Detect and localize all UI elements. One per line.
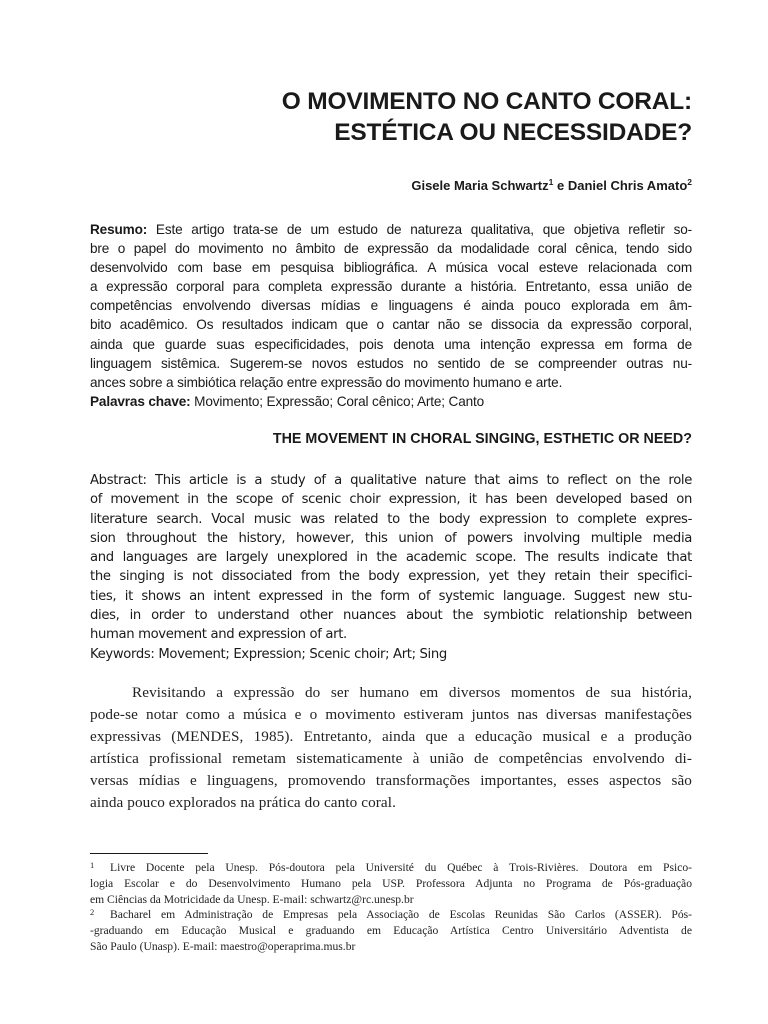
body-paragraph <box>90 682 692 814</box>
footnote-2-line: São Paulo (Unasp). E-mail: maestro@operaprima.mus.br <box>90 939 356 953</box>
body-line: artística profissional remetam sistematicamente à união de competências envolvendo di- <box>90 750 692 767</box>
abstract-line: literature search. Vocal music was related to the body expression to complete expres- <box>90 511 692 527</box>
footnote-2-line: -graduando em Educação Musical e graduando em Educação Artística Centro Universitário Adventista de <box>90 924 692 938</box>
palavras-chave <box>90 392 692 411</box>
english-title: THE MOVEMENT IN CHORAL SINGING, ESTHETIC OR NEED? <box>272 431 692 447</box>
footnotes <box>90 860 692 955</box>
abstract-line: ties, it shows an intent expressed in the form of systemic language. Suggest new stu- <box>90 588 692 604</box>
palavras-chave-values: Movimento; Expressão; Coral cênico; Arte; Canto <box>190 393 485 409</box>
resumo-line: Resumo: Este artigo trata-se de um estudo de natureza qualitativa, que objetiva refletir so- <box>90 222 692 237</box>
resumo-line: a expressão corporal para completa expressão durante a história. Entretanto, essa união de <box>90 279 692 295</box>
footnote-1-line: 1 Livre Docente pela Unesp. Pós-doutora pela Université du Québec à Trois-Rivières. Doutora em Psico- <box>90 860 692 874</box>
article-page <box>90 0 692 1024</box>
resumo-line: bito acadêmico. Os resultados indicam que o cantar não se dissocia da expressão corporal, <box>90 317 692 333</box>
author-2: Daniel Chris Amato <box>567 178 688 193</box>
body-line: expressivas (MENDES, 1985). Entretanto, ainda que a educação musical e a produção <box>90 728 692 745</box>
author-1: Gisele Maria Schwartz <box>411 178 549 193</box>
author-1-footnote-ref: 1 <box>548 177 554 187</box>
resumo-line: ainda que guarde suas especificidades, pois denota uma intenção expressa em forma de <box>90 336 692 352</box>
resumo-line: desenvolvido com base em pesquisa bibliográfica. A música vocal esteve relacionada com <box>90 260 692 276</box>
abstract-line: and languages are largely unexplored in the academic scope. The results indicate that <box>90 550 692 566</box>
author-connector: e <box>553 178 568 193</box>
footnote-divider <box>90 853 208 854</box>
abstract-line: human movement and expression of art. <box>90 627 347 643</box>
abstract-line: sion throughout the history, however, this union of powers involving multiple media <box>90 530 692 546</box>
palavras-chave-label: Palavras chave: <box>90 393 191 409</box>
abstract-line: Abstract: This article is a study of a qualitative nature that aims to reflect on the role <box>90 473 692 488</box>
resumo-label: Resumo: <box>90 222 148 237</box>
footnote-2-line: 2 Bacharel em Administração de Empresas pela Associação de Escolas Reunidas São Carlos (ASSER). Pós- <box>90 907 692 922</box>
title-line-1: O MOVIMENTO NO CANTO CORAL: <box>281 88 692 115</box>
footnote-1-line: logia Escolar e do Desenvolvimento Humano pela USP. Professora Adjunta no Programa de Pós-graduação <box>90 876 692 890</box>
resumo-section <box>90 220 692 411</box>
resumo-line: competências envolvendo diversas mídias e linguagens é ainda pouco explorada em âm- <box>90 298 692 314</box>
footnote-1-line: em Ciências da Motricidade da Unesp. E-mail: schwartz@rc.unesp.br <box>90 892 414 906</box>
body-line: Revisitando a expressão do ser humano em diversos momentos de sua história, <box>132 684 692 701</box>
author-2-footnote-ref: 2 <box>687 177 692 187</box>
body-line: versas mídias e linguagens, promovendo transformações importantes, esses aspectos são <box>90 772 692 789</box>
abstract-line: of movement in the scope of scenic choir expression, it has been developed based on <box>90 492 692 508</box>
body-line: ainda pouco explorados na prática do canto coral. <box>90 794 396 811</box>
abstract-keywords: Keywords: Movement; Expression; Scenic choir; Art; Sing <box>90 646 447 662</box>
abstract-section <box>90 471 692 664</box>
title-line-2: ESTÉTICA OU NECESSIDADE? <box>334 119 692 146</box>
resumo-line: ances sobre a simbiótica relação entre expressão do movimento humano e arte. <box>90 374 563 390</box>
body-line: pode-se notar como a música e o movimento estiveram juntos nas diversas manifestações <box>90 706 692 723</box>
resumo-line: bre o papel do movimento no âmbito de expressão da modalidade coral cênica, tendo sido <box>90 241 692 257</box>
author-line <box>90 176 692 196</box>
abstract-line: dies, in order to understand other nuances about the symbiotic relationship between <box>90 608 692 624</box>
resumo-line: linguagem sistêmica. Sugerem-se novos estudos no sentido de se compreender outras nu- <box>90 355 692 371</box>
abstract-line: the singing is not dissociated from the body expression, yet they retain their specifici- <box>90 569 692 585</box>
article-title <box>90 86 692 148</box>
